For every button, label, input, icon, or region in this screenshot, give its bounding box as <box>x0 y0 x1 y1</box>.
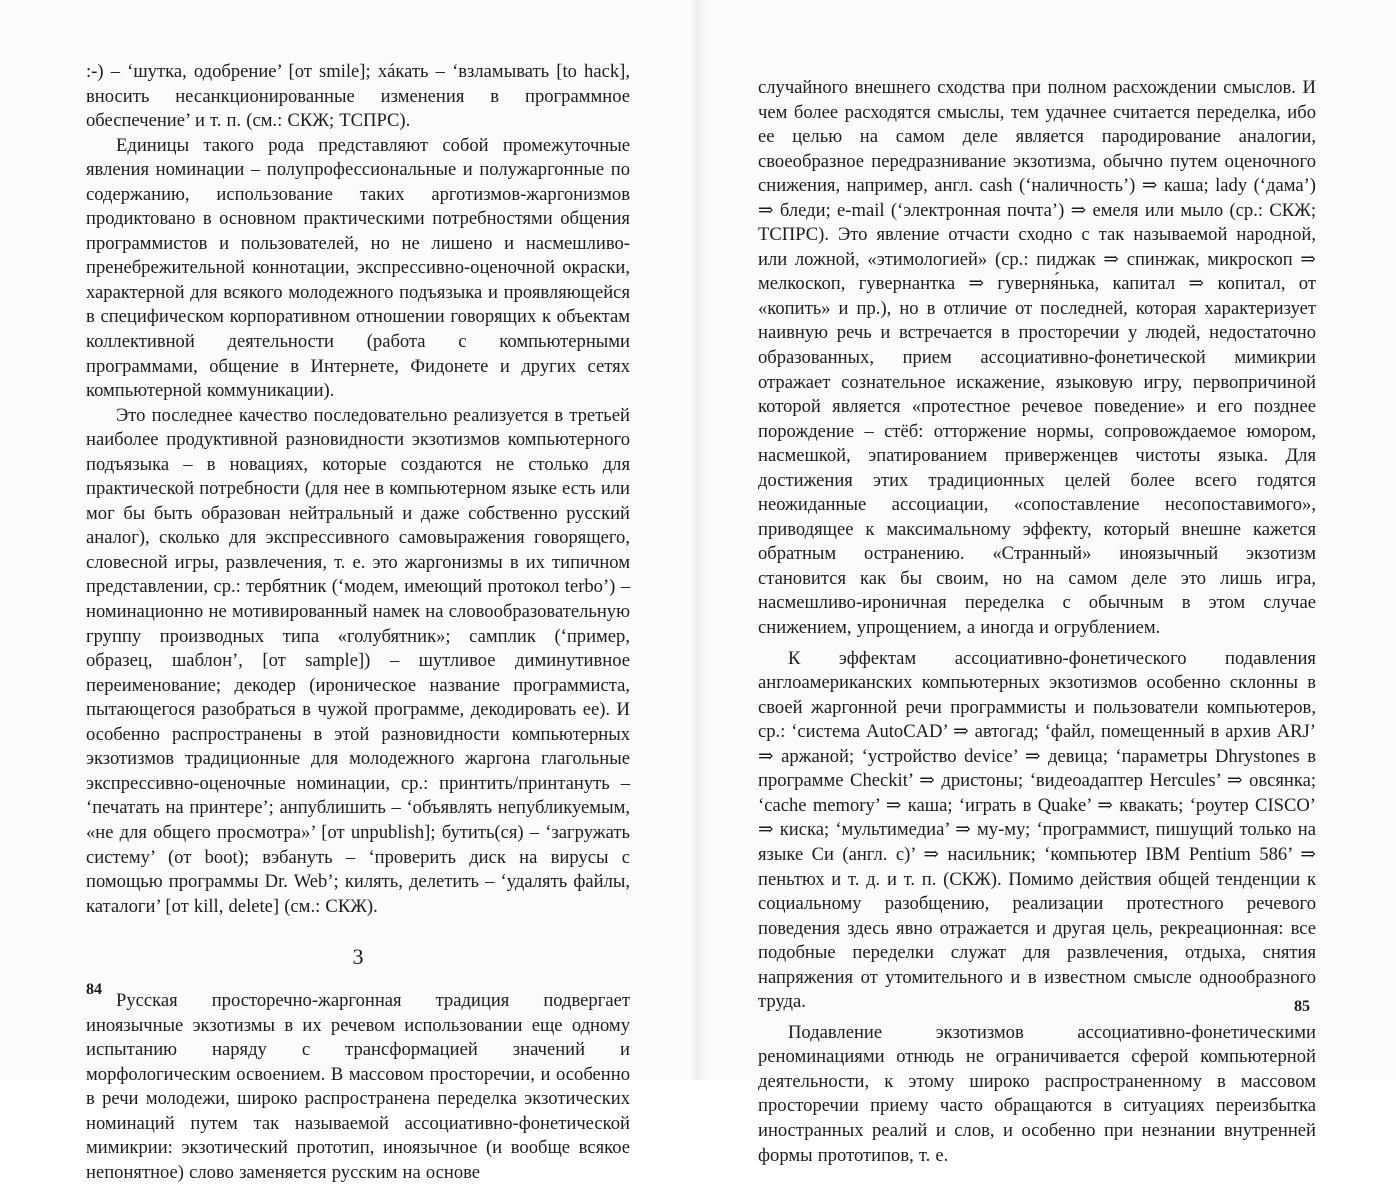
left-page <box>0 0 698 1183</box>
page-number-left: 84 <box>86 981 102 998</box>
paragraph: Это последнее качество последовательно реализуется в третьей наиболее продуктивной разновидности экзотизмов компьютерного подъязыка – в новациях, которые создаются не столько для практической потребности (для нее в компьютерном языке есть или мог бы быть образован нейтральный и даже собственно русский аналог), сколько для экспрессивного самовыражения говорящего, словесной игры, развлечения, т. е. это жаргонизмы в их типичном представлении, ср.: тербятник (‘модем, имеющий протокол terbo’) – номинационно не мотивированный намек на словообразовательную группу производных типа «голубятник»; самплик (‘пример, образец, шаблон’, [от sample]) – шутливое диминутивное переименование; декодер (ироническое название программиста, пытающегося разобраться в чужой программе, декодировать ее). И особенно распространены в этой разновидности компьютерных экзотизмов традиционные для молодежного жаргона глагольные экспрессивно-оценочные номинации, ср.: принтить/принтануть – ‘печатать на принтере’; анпублишить – ‘объявлять непубликуемым, «не для общего просмотра»’ [от unpublish]; бутить(ся) – ‘загружать систему’ (от boot); вэбануть – ‘проверить диск на вирусы с помощью программы Dr. Web’; килять, делетить – ‘удалять файлы, каталоги’ [от kill, delete] (см.: СКЖ). <box>86 404 630 917</box>
paragraph: случайного внешнего сходства при полном расхождении смыслов. И чем более расходятся смыслы, тем удачнее считается переделка, ибо ее целью на самом деле является пародирование аналогии, своеобразное передразнивание экзотизма, обычно путем оценочного снижения, например, англ. cash (‘наличность’) ⇒ каша; lady (‘дама’) ⇒ бледи; e-mail (‘электронная почта’) ⇒ емеля или мыло (ср.: СКЖ; ТСПРС). Это явление отчасти сходно с так называемой народной, или ложной, «этимологией» (ср.: пиджак ⇒ спинжак, микроскоп ⇒ мелкоскоп, гувернантка ⇒ гуверня́нька, капитал ⇒ копитал, от «копить» и пр.), но в отличие от последней, которая характеризует наивную речь и встречается в просторечии у людей, недостаточно образованных, прием ассоциативно-фонетической мимикрии отражает сознательное искажение, языковую игру, первопричиной которой является «протестное речевое поведение» и его позднее порождение – стёб: отторжение нормы, сопровождаемое юмором, насмешкой, эпатированием приверженцев чистоты языка. Для достижения этих традиционных целей более всего годятся неожиданные ассоциации, «сопоставление несопоставимого», приводящее к максимальному эффекту, который внешне кажется обратным остранению. «Странный» иноязычный экзотизм становится как бы своим, но на самом деле это лишь игра, насмешливо-ироничная переделка с обычным в этом случае снижением, упрощением, а иногда и огрублением. <box>758 77 1316 639</box>
left-page-text <box>86 60 630 1186</box>
right-page-text <box>758 76 1316 1168</box>
page-number-right: 85 <box>1294 998 1310 1015</box>
paragraph: Подавление экзотизмов ассоциативно-фонетическими реноминациями отнюдь не ограничивается сферой компьютерной деятельности, к этому широко распространенному в массовом просторечии приему часто обращаются в ситуациях переизбытка иностранных реалий и слов, и особенно при незнании внутренней формы прототипов, т. е. <box>758 1021 1316 1166</box>
paragraph: К эффектам ассоциативно-фонетического подавления англоамериканских компьютерных экзотизмов особенно склонны в своей жаргонной речи программисты и пользователи компьютеров, ср.: ‘система AutoCAD’ ⇒ автогад; ‘файл, помещенный в архив ARJ’ ⇒ аржаной; ‘устройство device’ ⇒ девица; ‘параметры Dhrystones в программе Checkit’ ⇒ дристоны; ‘видеоадаптер Hercules’ ⇒ овсянка; ‘cache memory’ ⇒ каша; ‘играть в Quake’ ⇒ квакать; ‘роутер CISCO’ ⇒ киска; ‘мультимедиа’ ⇒ му-му; ‘программист, пишущий только на языке Си (англ. c)’ ⇒ насильник; ‘компьютер IBM Pentium 586’ ⇒ пеньтюх и т. д. и т. п. (СКЖ). Помимо действия общей тенденции к социальному разобщению, реализации протестного речевого поведения здесь явно отражается и другая цель, рекреационная: все подобные переделки служат для развлечения, отдыха, снятия напряжения от утомительного и в известном смысле однообразного труда. <box>758 647 1316 1013</box>
section-number: 3 <box>352 944 364 970</box>
right-page <box>698 0 1396 1166</box>
paragraph: Русская просторечно-жаргонная традиция подвергает иноязычные экзотизмы в их речевом использовании еще одному испытанию наряду с трансформацией значений и морфологическим освоением. В массовом просторечии, и особенно в речи молодежи, широко распространена переделка экзотических номинаций путем так называемой ассоциативно-фонетической мимикрии: экзотический прототип, иноязычное (и вообще всякое непонятное) слово заменяется русским на основе <box>86 990 630 1183</box>
paragraph: Единицы такого рода представляют собой промежуточные явления номинации – полупрофессиональные и полужаргонные по содержанию, использование таких арготизмов-жаргонизмов продиктовано в основном практическими потребностями общения программистов и пользователей, но не лишено и насмешливо-пренебрежительной коннотации, экспрессивно-оценочной окраски, характерной для всякого молодежного подъязыка и проявляющейся в специфическом корпоративном отношении говорящих к объектам коллективной деятельности (работа с компьютерными программами, общение в Интернете, Фидонете и других сетях компьютерной коммуникации). <box>86 134 630 402</box>
paragraph: :-) – ‘шутка, одобрение’ [от smile]; хáкать – ‘взламывать [to hack], вносить несанкционированные изменения в программное обеспечение’ и т. п. (см.: СКЖ; ТСПРС). <box>86 61 630 132</box>
